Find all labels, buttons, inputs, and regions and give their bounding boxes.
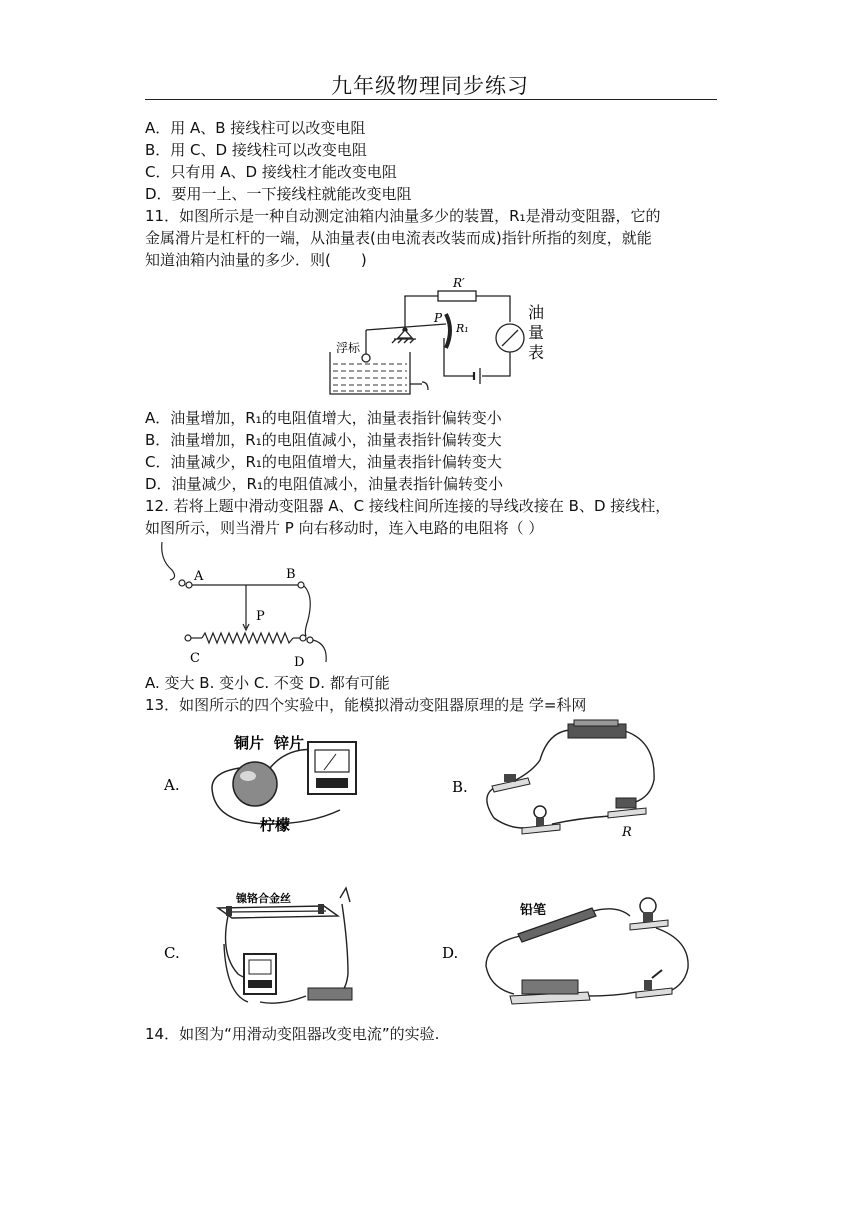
label-meter-3: 表	[528, 343, 545, 362]
page-header-title: 九年级物理同步练习	[331, 74, 529, 98]
q13-figure-a-lemon-battery	[160, 728, 365, 838]
q11-stem-line-2: 金属滑片是杠杆的一端，从油量表(由电流表改装而成)指针所指的刻度，就能	[145, 229, 652, 247]
fig-a-lemon-label: 柠檬	[260, 816, 291, 834]
label-b: B	[286, 567, 296, 582]
q13-figure-b-circuit	[450, 720, 670, 845]
q11-stem-line-1: 11．如图所示是一种自动测定油箱内油量多少的装置，R₁是滑动变阻器，它的	[145, 207, 661, 225]
fig-d-pencil-label: 铅笔	[520, 903, 547, 918]
label-p: P	[434, 311, 443, 325]
label-meter-2: 量	[528, 323, 545, 342]
label-r1: R₁	[456, 322, 469, 335]
q10-option-b: B．用 C、D 接线柱可以改变电阻	[145, 141, 367, 159]
q12-rheostat-diagram	[158, 540, 338, 670]
q11-oil-gauge-diagram	[330, 272, 560, 402]
q13-stem: 13．如图所示的四个实验中，能模拟滑动变阻器原理的是 学=科网	[145, 696, 587, 714]
q11-option-d: D．油量减少，R₁的电阻值减小，油量表指针偏转变小	[145, 475, 503, 493]
label-c: C	[190, 651, 200, 666]
label-r-prime: R′	[453, 276, 465, 290]
q10-option-d: D．要用一上、一下接线柱就能改变电阻	[145, 185, 412, 203]
q13-figure-d-pencil	[440, 884, 705, 1014]
label-meter-1: 油	[528, 303, 545, 322]
q10-option-c: C．只有用 A、D 接线柱才能改变电阻	[145, 163, 397, 181]
q11-option-a: A．油量增加，R₁的电阻值增大，油量表指针偏转变小	[145, 409, 502, 427]
q10-option-a: A．用 A、B 接线柱可以改变电阻	[145, 119, 366, 137]
q12-options: A. 变大 B. 变小 C. 不变 D. 都有可能	[145, 674, 390, 692]
q12-stem-line-1: 12. 若将上题中滑动变阻器 A、C 接线柱间所连接的导线改接在 B、D 接线柱，	[145, 497, 671, 515]
fig-a-zinc-label: 锌片	[274, 734, 305, 752]
fig-a-label: A.	[164, 776, 180, 794]
label-float: 浮标	[336, 341, 361, 355]
label-a: A	[194, 569, 204, 584]
q11-option-c: C．油量减少，R₁的电阻值增大，油量表指针偏转变大	[145, 453, 502, 471]
q14-stem: 14．如图为“用滑动变阻器改变电流”的实验.	[145, 1025, 440, 1043]
q11-stem-line-3: 知道油箱内油量的多少．则( )	[145, 251, 367, 269]
fig-d-label: D.	[442, 944, 459, 962]
q11-option-b: B．油量增加，R₁的电阻值减小，油量表指针偏转变大	[145, 431, 502, 449]
fig-b-label: B.	[452, 778, 468, 796]
label-p: P	[256, 609, 265, 624]
fig-c-wire-label: 镍铬合金丝	[236, 892, 291, 905]
fig-b-r-label: R	[622, 825, 632, 840]
fig-a-copper-label: 铜片	[234, 734, 265, 752]
q12-stem-line-2: 如图所示，则当滑片 P 向右移动时，连入电路的电阻将（ ）	[145, 519, 544, 537]
header-divider	[145, 99, 717, 100]
fig-c-label: C.	[164, 944, 180, 962]
q13-figure-c-nichrome	[160, 884, 370, 1014]
label-d: D	[294, 655, 305, 670]
